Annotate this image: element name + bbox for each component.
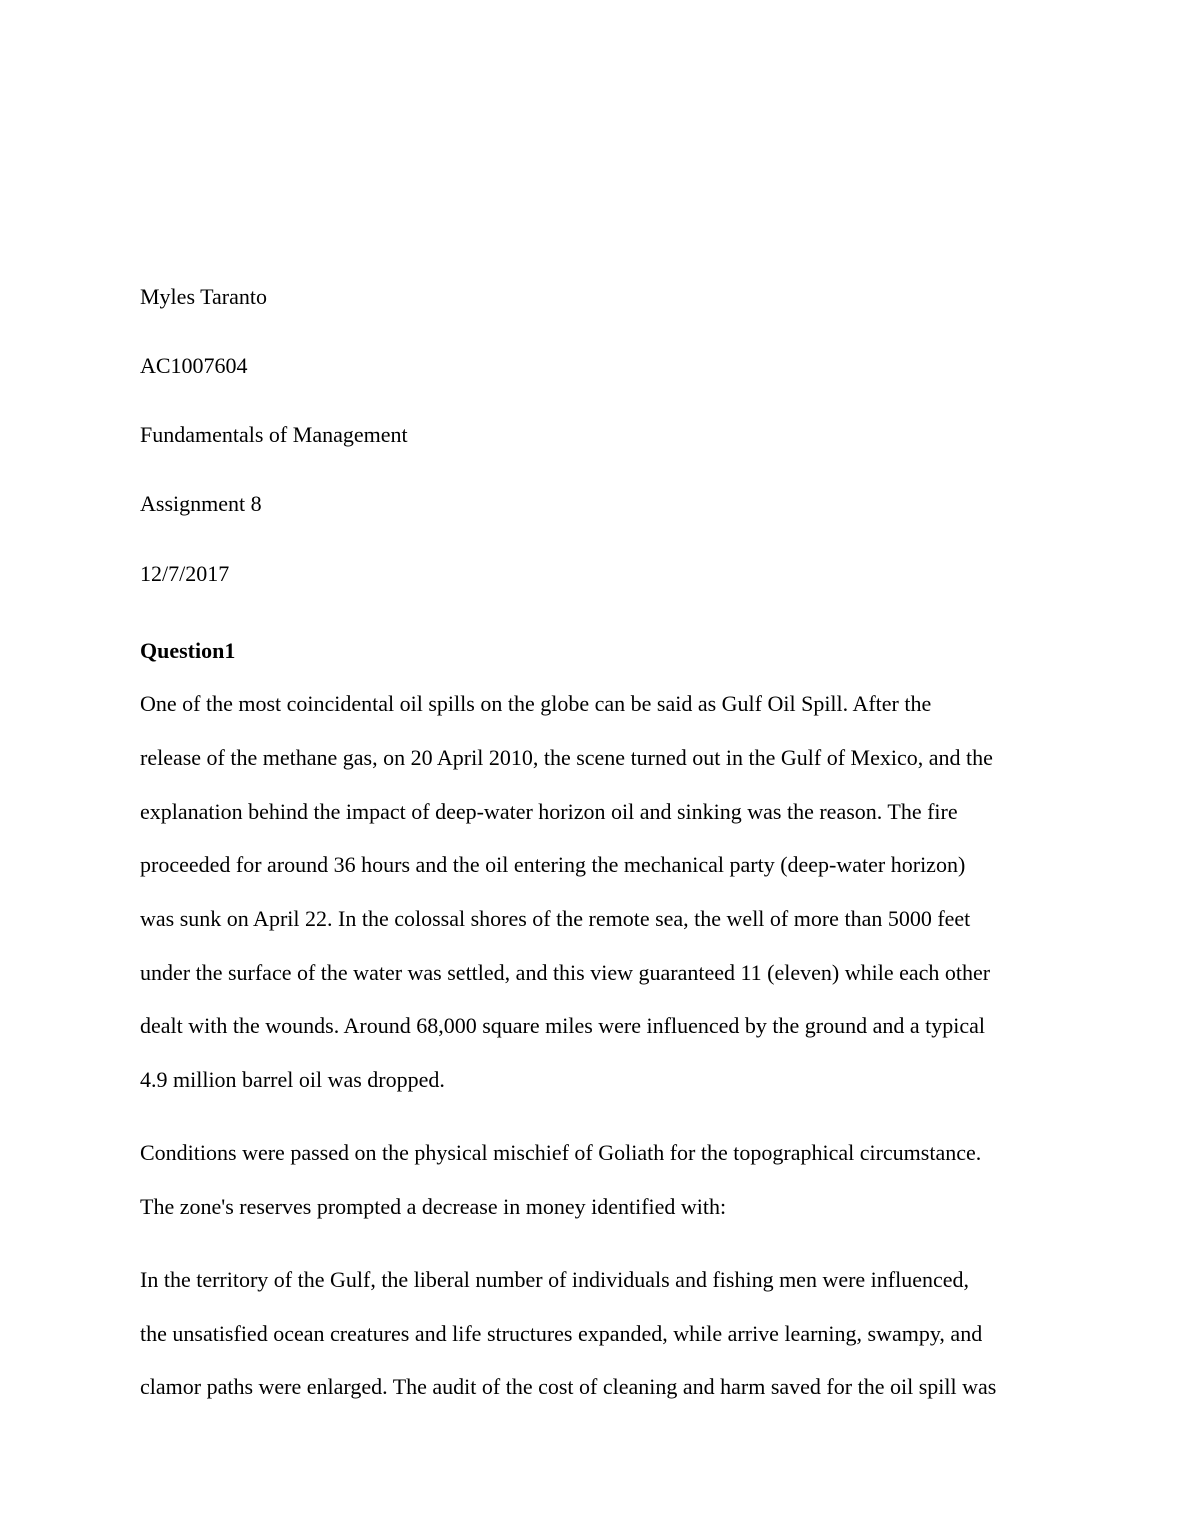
paragraph-line: clamor paths were enlarged. The audit of the cost of cleaning and harm saved for the oil spill was [140,1374,997,1399]
paragraph-line: dealt with the wounds. Around 68,000 square miles were influenced by the ground and a typical [140,1013,985,1038]
paragraph-line: The zone's reserves prompted a decrease in money identified with: [140,1194,727,1219]
document-date: 12/7/2017 [140,561,230,586]
paragraph-line: In the territory of the Gulf, the liberal number of individuals and fishing men were influenced, [140,1267,970,1292]
student-id: AC1007604 [140,353,248,378]
paragraph-line: proceeded for around 36 hours and the oil entering the mechanical party (deep-water horizon) [140,852,966,877]
assignment-title: Assignment 8 [140,491,262,516]
paragraph-line: was sunk on April 22. In the colossal shores of the remote sea, the well of more than 5000 feet [140,906,971,931]
paragraph-line: 4.9 million barrel oil was dropped. [140,1067,445,1092]
paragraph-line: the unsatisfied ocean creatures and life structures expanded, while arrive learning, swampy, and [140,1321,983,1346]
paragraph-line: One of the most coincidental oil spills on the globe can be said as Gulf Oil Spill. After the [140,691,932,716]
section-heading: Question1 [140,638,236,663]
paragraph-line: under the surface of the water was settled, and this view guaranteed 11 (eleven) while each other [140,960,991,985]
course-name: Fundamentals of Management [140,422,408,447]
paragraph-line: release of the methane gas, on 20 April 2010, the scene turned out in the Gulf of Mexico, and the [140,745,993,770]
paragraph-line: explanation behind the impact of deep-water horizon oil and sinking was the reason. The fire [140,799,958,824]
paragraph-line: Conditions were passed on the physical mischief of Goliath for the topographical circumstance. [140,1140,982,1165]
author-name: Myles Taranto [140,284,267,309]
